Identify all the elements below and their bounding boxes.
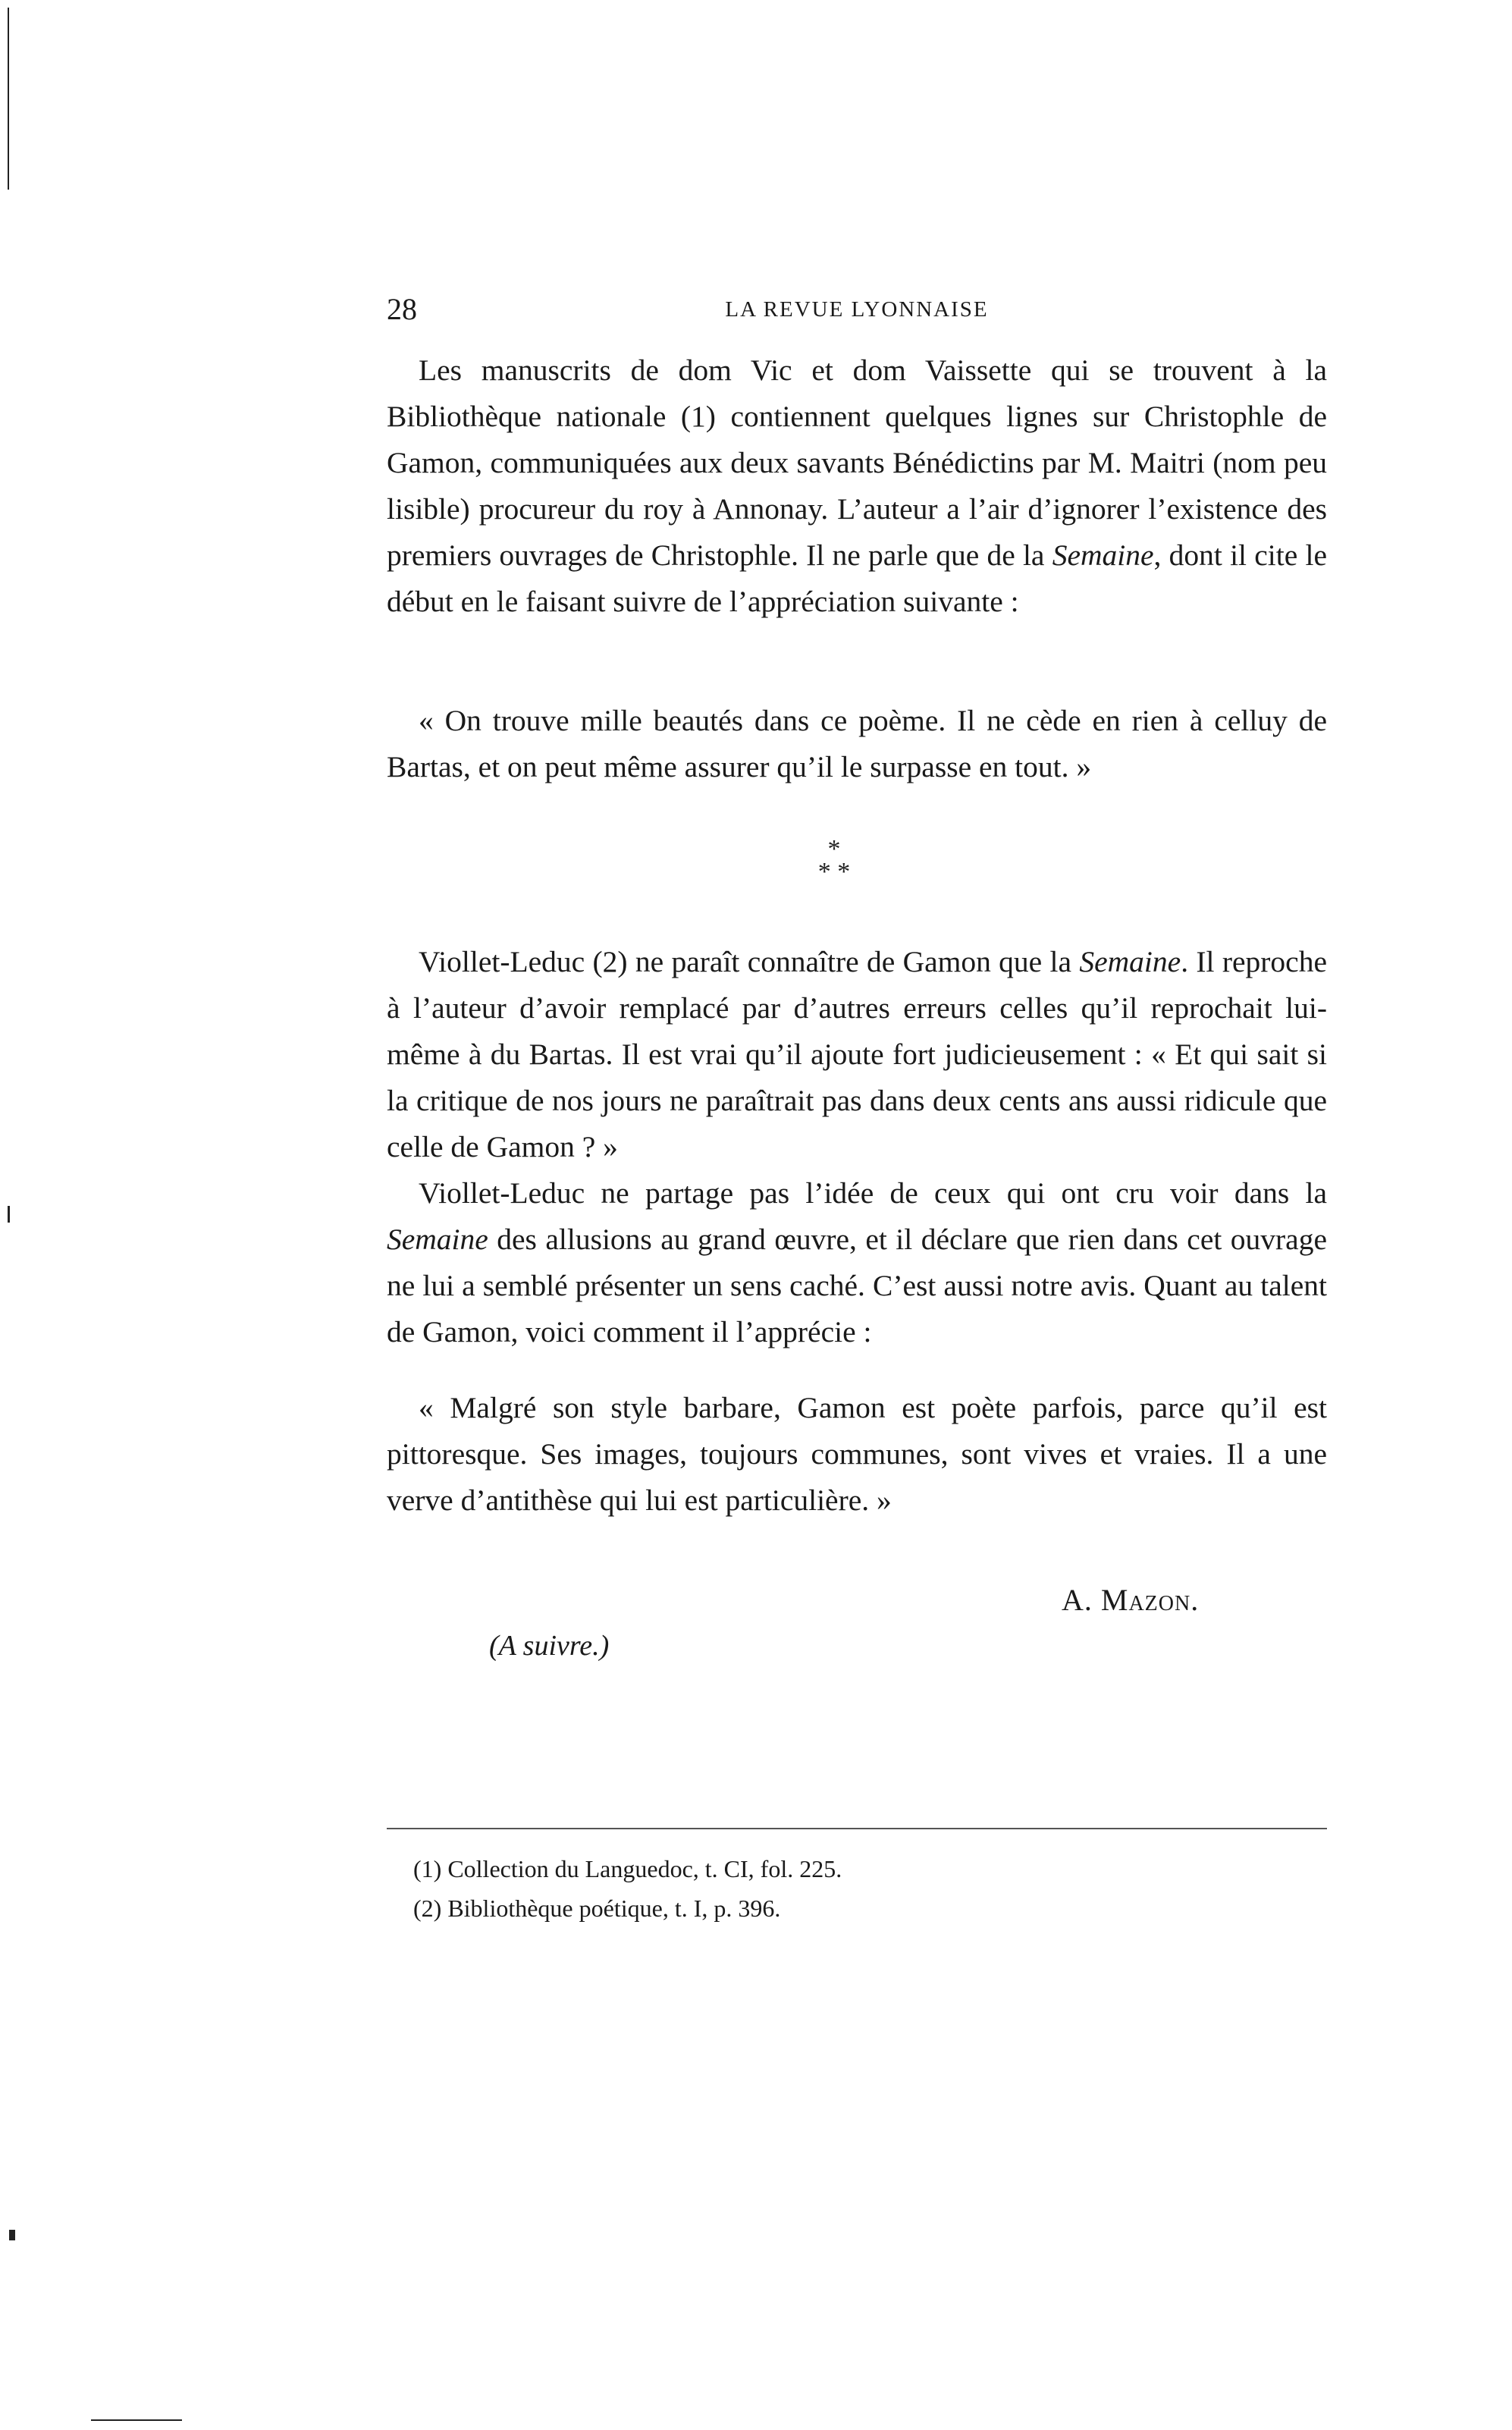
paragraph: [387, 1170, 1327, 1355]
footnotes: [413, 1849, 1323, 1928]
body-paragraphs-2-3: [387, 939, 1327, 1355]
text-run: Viollet-Leduc (2) ne paraît connaître de Gamon que la: [419, 945, 1080, 978]
text-run: des allusions au grand œuvre, et il déclare que rien dans cet ouvrage ne lui a semblé présenter un sens caché. C’est aussi notre avis. Quant au talent de Gamon, voici comment il l’apprécie :: [387, 1223, 1327, 1348]
text-run: Les manuscrits de dom Vic et dom Vaissette qui se trouvent à la Bibliothèque nationale (1) contiennent quelques lignes sur Christophle de Gamon, communiquées aux deux savants Bénédictins par M. Maitri (nom peu lisible) procureur du roy à Annonay. L’auteur a l’air d’ignorer l’existence des premiers ouvrages de Christophle. Il ne parle que de la: [387, 353, 1327, 572]
to-be-continued: (A suivre.): [489, 1630, 610, 1662]
footnote-2: (2) Bibliothèque poétique, t. I, p. 396.: [413, 1895, 781, 1922]
text-run: . Il reproche à l’auteur d’avoir remplacé par d’autres erreurs celles qu’il reprochait lui-même à du Bartas. Il est vrai qu’il ajoute fort judicieusement : « Et qui sait si la critique de nos jours ne paraîtrait pas dans deux cents ans aussi ridicule que celle de Gamon ? »: [387, 945, 1327, 1163]
page-number: 28: [387, 292, 417, 326]
italic-title: Semaine: [387, 1223, 488, 1256]
text-run: Viollet-Leduc ne partage pas l’idée de ceux qui ont cru voir dans la: [419, 1176, 1327, 1210]
paragraph: [387, 939, 1327, 1170]
italic-title: Semaine: [1079, 945, 1181, 978]
author-initial: A.: [1062, 1583, 1101, 1617]
asterism-bottom: * *: [817, 858, 851, 886]
quotation-text: « On trouve mille beautés dans ce poème. Il ne cède en rien à celluy de Bartas, et on peut même assurer qu’il le surpasse en tout. »: [387, 704, 1327, 783]
asterism-ornament: [796, 835, 872, 906]
text-run: , dont il cite le début en le faisant suivre de l’appréciation suivante :: [387, 538, 1327, 618]
quotation-text: « Malgré son style barbare, Gamon est poète parfois, parce qu’il est pittoresque. Ses images, toujours communes, sont vives et vraies. Il a une verve d’antithèse qui lui est particulière. »: [387, 1391, 1327, 1517]
scan-edge-mark: [8, 8, 9, 190]
scan-edge-mark: [9, 2230, 15, 2240]
page-header: [387, 287, 1327, 332]
footnote-divider: [387, 1828, 1327, 1829]
quotation-2: [387, 1385, 1327, 1524]
scan-edge-mark: [8, 1206, 10, 1223]
footnote-1: (1) Collection du Languedoc, t. CI, fol. 225.: [413, 1855, 842, 1882]
author-signature: [1062, 1578, 1199, 1623]
body-paragraph-1: [387, 347, 1327, 625]
author-name: Mazon.: [1100, 1583, 1200, 1617]
paragraph: [387, 347, 1327, 625]
italic-title: Semaine: [1052, 538, 1154, 572]
running-title: LA REVUE LYONNAISE: [725, 297, 989, 322]
scan-edge-mark: [91, 2419, 182, 2421]
asterism-top: *: [827, 835, 841, 863]
quotation-1: [387, 698, 1327, 790]
